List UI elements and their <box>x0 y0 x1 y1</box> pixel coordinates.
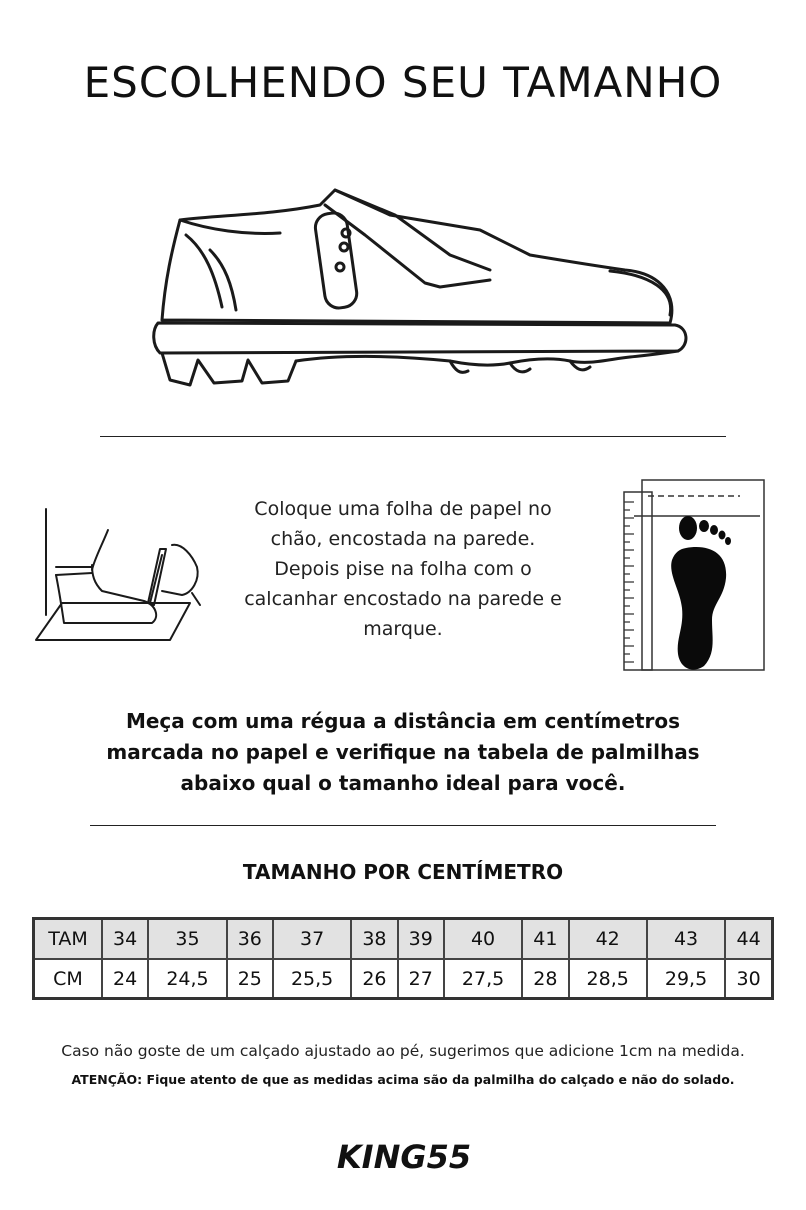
divider-top <box>100 436 726 437</box>
instruction-line: calcanhar encostado na parede e <box>244 588 562 610</box>
size-cell: 39 <box>398 919 444 960</box>
instruction-line: marque. <box>363 618 443 640</box>
cm-cell: 24 <box>102 959 148 999</box>
ruler-ticks <box>624 502 634 662</box>
cm-cell: 26 <box>351 959 397 999</box>
measure-line: marcada no papel e verifique na tabela de palmilhas <box>106 740 700 764</box>
size-cell: 42 <box>569 919 647 960</box>
cm-cell: 27 <box>398 959 444 999</box>
warning-note: ATENÇÃO: Fique atento de que as medidas acima são da palmilha do calçado e não do solado. <box>71 1072 735 1087</box>
cm-cell: 25 <box>227 959 273 999</box>
divider-bottom <box>90 825 716 826</box>
cm-cell: 27,5 <box>444 959 522 999</box>
size-cell: 35 <box>148 919 226 960</box>
size-cell: 37 <box>273 919 351 960</box>
cm-cell: 29,5 <box>647 959 725 999</box>
brand-logo <box>334 1132 474 1178</box>
cm-cell: 30 <box>725 959 772 999</box>
size-cell: 36 <box>227 919 273 960</box>
foot-on-paper-illustration <box>32 505 204 645</box>
size-cell: 38 <box>351 919 397 960</box>
size-cell: 44 <box>725 919 772 960</box>
cm-cell: 28 <box>522 959 568 999</box>
size-table <box>32 917 774 1000</box>
fit-note: Caso não goste de um calçado ajustado ao pé, sugerimos que adicione 1cm na medida. <box>61 1042 745 1060</box>
size-cell: 41 <box>522 919 568 960</box>
cm-cell: 24,5 <box>148 959 226 999</box>
instruction-line: Coloque uma folha de papel no <box>254 498 552 520</box>
size-cell: 34 <box>102 919 148 960</box>
cm-cell: 25,5 <box>273 959 351 999</box>
measure-line: abaixo qual o tamanho ideal para você. <box>180 771 626 795</box>
footprint-ruler-illustration <box>620 478 768 674</box>
size-cell: 43 <box>647 919 725 960</box>
brand-logo-text: KING55 <box>336 1138 472 1176</box>
instruction-line: chão, encostada na parede. <box>270 528 536 550</box>
header-cm: CM <box>34 959 103 999</box>
measure-instructions <box>60 706 746 799</box>
table-title: TAMANHO POR CENTÍMETRO <box>242 860 564 884</box>
size-row-cm <box>34 959 773 999</box>
size-cell: 40 <box>444 919 522 960</box>
page-title: ESCOLHENDO SEU TAMANHO <box>83 58 723 107</box>
shoe-illustration <box>150 175 700 390</box>
measure-line: Meça com uma régua a distância em centímetros <box>125 709 681 733</box>
header-tam: TAM <box>34 919 103 960</box>
instruction-line: Depois pise na folha com o <box>274 558 532 580</box>
cm-cell: 28,5 <box>569 959 647 999</box>
instructions-text <box>222 494 584 644</box>
size-row-tam <box>34 919 773 960</box>
